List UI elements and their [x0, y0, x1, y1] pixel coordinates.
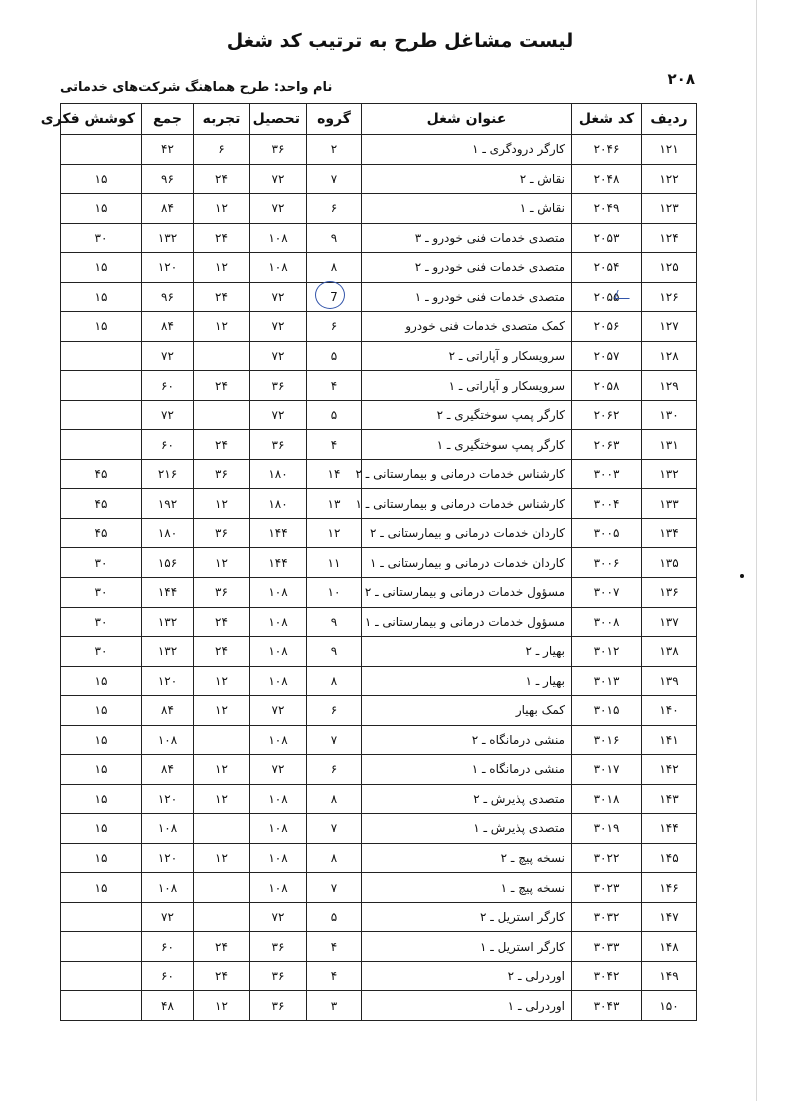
table-row — [61, 666, 697, 696]
experience-cell: ۲۴ — [194, 223, 250, 253]
job-code-cell: ۳۰۰۸ — [572, 607, 642, 637]
col-header-group: گروه — [307, 104, 362, 135]
job-code-cell: ۲۰۶۲ — [572, 400, 642, 430]
total-cell: ۱۵۶ — [142, 548, 194, 578]
group-cell: ۶ — [307, 755, 362, 785]
total-cell: ۴۲ — [142, 135, 194, 165]
table-row — [61, 725, 697, 755]
job-title-cell: مسؤول خدمات درمانی و بیمارستانی ـ ۱ — [362, 607, 572, 637]
mental-effort-cell — [61, 400, 142, 430]
table-row — [61, 459, 697, 489]
col-header-job-code: کد شغل — [572, 104, 642, 135]
group-cell: ۱۲ — [307, 518, 362, 548]
table-row — [61, 341, 697, 371]
group-cell: ۱۱ — [307, 548, 362, 578]
row-number-cell: ۱۳۲ — [642, 459, 697, 489]
education-cell: ۱۰۸ — [250, 666, 307, 696]
mental-effort-cell: ۱۵ — [61, 164, 142, 194]
mental-effort-cell: ۱۵ — [61, 194, 142, 224]
job-code-cell: ۲۰۵۳ — [572, 223, 642, 253]
group-cell: ۵ — [307, 902, 362, 932]
job-title-cell: کارگر پمپ سوختگیری ـ ۲ — [362, 400, 572, 430]
experience-cell: ۲۴ — [194, 282, 250, 312]
job-code-cell: ۲۰۵۷ — [572, 341, 642, 371]
education-cell: ۷۲ — [250, 312, 307, 342]
education-cell: ۷۲ — [250, 755, 307, 785]
job-title-cell: مسؤول خدمات درمانی و بیمارستانی ـ ۲ — [362, 577, 572, 607]
group-cell: ۷ — [307, 725, 362, 755]
mental-effort-cell: ۱۵ — [61, 253, 142, 283]
total-cell: ۱۹۲ — [142, 489, 194, 519]
job-title-cell: منشی درمانگاه ـ ۲ — [362, 725, 572, 755]
mental-effort-cell: ۳۰ — [61, 223, 142, 253]
education-cell: ۱۰۸ — [250, 607, 307, 637]
total-cell: ۱۰۸ — [142, 873, 194, 903]
group-cell: ۶ — [307, 194, 362, 224]
table-row — [61, 932, 697, 962]
table-row — [61, 489, 697, 519]
table-row — [61, 253, 697, 283]
experience-cell: ۱۲ — [194, 843, 250, 873]
experience-cell — [194, 873, 250, 903]
table-row — [61, 223, 697, 253]
table-row — [61, 518, 697, 548]
education-cell: ۳۶ — [250, 371, 307, 401]
total-cell: ۱۳۲ — [142, 223, 194, 253]
col-header-mental-effort: کوشش فکری — [61, 104, 142, 135]
job-code-cell: ۳۰۳۳ — [572, 932, 642, 962]
total-cell: ۱۰۸ — [142, 725, 194, 755]
experience-cell: ۳۶ — [194, 459, 250, 489]
job-title-cell: متصدی پذیرش ـ ۱ — [362, 814, 572, 844]
education-cell: ۱۰۸ — [250, 577, 307, 607]
job-code-cell: ۲۰۶۳ — [572, 430, 642, 460]
row-number-cell: ۱۲۲ — [642, 164, 697, 194]
total-cell: ۱۲۰ — [142, 784, 194, 814]
experience-cell: ۱۲ — [194, 666, 250, 696]
job-code-cell: ۳۰۱۶ — [572, 725, 642, 755]
row-number-cell: ۱۴۴ — [642, 814, 697, 844]
experience-cell — [194, 725, 250, 755]
total-cell: ۹۶ — [142, 282, 194, 312]
group-cell: ۸ — [307, 843, 362, 873]
job-code-cell: ۳۰۴۳ — [572, 991, 642, 1021]
table-row — [61, 430, 697, 460]
table-row — [61, 194, 697, 224]
group-cell: ۱۳ — [307, 489, 362, 519]
table-row — [61, 312, 697, 342]
mental-effort-cell: ۱۵ — [61, 843, 142, 873]
job-title-cell: کارگر پمپ سوختگیری ـ ۱ — [362, 430, 572, 460]
total-cell: ۱۳۲ — [142, 607, 194, 637]
job-title-cell: منشی درمانگاه ـ ۱ — [362, 755, 572, 785]
total-cell: ۶۰ — [142, 371, 194, 401]
job-title-cell: نسخه پیچ ـ ۱ — [362, 873, 572, 903]
table-row — [61, 607, 697, 637]
table-row — [61, 991, 697, 1021]
education-cell: ۷۲ — [250, 341, 307, 371]
total-cell: ۷۲ — [142, 341, 194, 371]
experience-cell — [194, 814, 250, 844]
row-number-cell: ۱۲۶ — [642, 282, 697, 312]
total-cell: ۶۰ — [142, 961, 194, 991]
col-header-total: جمع — [142, 104, 194, 135]
mental-effort-cell: ۱۵ — [61, 725, 142, 755]
job-title-cell: متصدی خدمات فنی خودرو ـ ۱ — [362, 282, 572, 312]
job-code-cell: ۲۰۴۹ — [572, 194, 642, 224]
education-cell: ۳۶ — [250, 961, 307, 991]
total-cell: ۱۴۴ — [142, 577, 194, 607]
education-cell: ۱۸۰ — [250, 489, 307, 519]
education-cell: ۱۴۴ — [250, 518, 307, 548]
row-number-cell: ۱۲۳ — [642, 194, 697, 224]
experience-cell: ۶ — [194, 135, 250, 165]
total-cell: ۸۴ — [142, 312, 194, 342]
group-cell: ۴ — [307, 430, 362, 460]
job-title-cell: کمک متصدی خدمات فنی خودرو — [362, 312, 572, 342]
mental-effort-cell: ۳۰ — [61, 548, 142, 578]
row-number-cell: ۱۴۶ — [642, 873, 697, 903]
mental-effort-cell — [61, 135, 142, 165]
mental-effort-cell: ۱۵ — [61, 755, 142, 785]
experience-cell — [194, 902, 250, 932]
job-title-cell: کارگر استریل ـ ۲ — [362, 902, 572, 932]
experience-cell: ۲۴ — [194, 430, 250, 460]
row-number-cell: ۱۳۹ — [642, 666, 697, 696]
handwritten-circle — [315, 281, 345, 309]
row-number-cell: ۱۴۳ — [642, 784, 697, 814]
table-row — [61, 873, 697, 903]
group-cell: ۷ — [307, 814, 362, 844]
job-code-cell: ۳۰۱۳ — [572, 666, 642, 696]
education-cell: ۱۰۸ — [250, 725, 307, 755]
total-cell: ۷۲ — [142, 400, 194, 430]
experience-cell: ۳۶ — [194, 577, 250, 607]
mental-effort-cell — [61, 430, 142, 460]
job-code-cell: ۳۰۰۶ — [572, 548, 642, 578]
mental-effort-cell: ۱۵ — [61, 873, 142, 903]
row-number-cell: ۱۳۳ — [642, 489, 697, 519]
total-cell: ۴۸ — [142, 991, 194, 1021]
mental-effort-cell: ۳۰ — [61, 577, 142, 607]
job-code-cell: ۳۰۰۵ — [572, 518, 642, 548]
total-cell: ۱۰۸ — [142, 814, 194, 844]
job-code-cell: ۳۰۲۳ — [572, 873, 642, 903]
education-cell: ۷۲ — [250, 194, 307, 224]
mental-effort-cell: ۴۵ — [61, 459, 142, 489]
total-cell: ۸۴ — [142, 755, 194, 785]
table-row — [61, 843, 697, 873]
mental-effort-cell: ۱۵ — [61, 282, 142, 312]
mental-effort-cell: ۱۵ — [61, 312, 142, 342]
experience-cell: ۱۲ — [194, 784, 250, 814]
job-code-cell: ۳۰۱۲ — [572, 637, 642, 667]
experience-cell: ۲۴ — [194, 932, 250, 962]
job-code-cell: ۳۰۲۲ — [572, 843, 642, 873]
experience-cell: ۲۴ — [194, 607, 250, 637]
table-header-row — [61, 104, 697, 135]
table-row — [61, 814, 697, 844]
table-row — [61, 696, 697, 726]
total-cell: ۹۶ — [142, 164, 194, 194]
table-row — [61, 400, 697, 430]
table-row — [61, 164, 697, 194]
experience-cell: ۱۲ — [194, 489, 250, 519]
row-number-cell: ۱۳۵ — [642, 548, 697, 578]
table-row — [61, 135, 697, 165]
unit-label: نام واحد: طرح هماهنگ شرکت‌های خدماتی — [60, 80, 333, 95]
jobs-table — [40, 103, 697, 1021]
row-number-cell: ۱۳۴ — [642, 518, 697, 548]
experience-cell — [194, 400, 250, 430]
total-cell: ۱۲۰ — [142, 843, 194, 873]
mental-effort-cell — [61, 341, 142, 371]
job-code-cell: ۳۰۱۹ — [572, 814, 642, 844]
group-cell: ۶ — [307, 696, 362, 726]
table-body — [61, 135, 697, 1021]
group-cell: ۷ — [307, 873, 362, 903]
experience-cell: ۲۴ — [194, 637, 250, 667]
experience-cell: ۲۴ — [194, 961, 250, 991]
row-number-cell: ۱۲۹ — [642, 371, 697, 401]
col-header-job-title: عنوان شغل — [362, 104, 572, 135]
education-cell: ۳۶ — [250, 430, 307, 460]
experience-cell: ۳۶ — [194, 518, 250, 548]
group-cell: ۲ — [307, 135, 362, 165]
group-cell: ۱۰ — [307, 577, 362, 607]
education-cell: ۳۶ — [250, 991, 307, 1021]
job-title-cell: کمک بهیار — [362, 696, 572, 726]
total-cell: ۸۴ — [142, 194, 194, 224]
education-cell: ۱۰۸ — [250, 637, 307, 667]
job-title-cell: اوردرلی ـ ۱ — [362, 991, 572, 1021]
experience-cell — [194, 341, 250, 371]
group-cell: ۵ — [307, 400, 362, 430]
row-number-cell: ۱۴۹ — [642, 961, 697, 991]
table-row — [61, 637, 697, 667]
job-title-cell: کاردان خدمات درمانی و بیمارستانی ـ ۱ — [362, 548, 572, 578]
job-title-cell: اوردرلی ـ ۲ — [362, 961, 572, 991]
job-code-cell: ۲۰۵۶ — [572, 312, 642, 342]
group-cell: 7 — [307, 282, 362, 312]
job-code-cell: ۲۰۵۸ — [572, 371, 642, 401]
total-cell: ۱۲۰ — [142, 253, 194, 283]
education-cell: ۷۲ — [250, 902, 307, 932]
row-number-cell: ۱۲۱ — [642, 135, 697, 165]
row-number-cell: ۱۴۰ — [642, 696, 697, 726]
group-cell: ۴ — [307, 371, 362, 401]
row-number-cell: ۱۳۱ — [642, 430, 697, 460]
row-number-cell: ۱۴۷ — [642, 902, 697, 932]
mental-effort-cell — [61, 991, 142, 1021]
job-title-cell: نسخه پیچ ـ ۲ — [362, 843, 572, 873]
job-title-cell: نقاش ـ ۱ — [362, 194, 572, 224]
row-number-cell: ۱۲۴ — [642, 223, 697, 253]
page-number: ۲۰۸ — [667, 70, 695, 88]
col-header-row-number: ردیف — [642, 104, 697, 135]
table-row — [61, 784, 697, 814]
row-number-cell: ۱۲۵ — [642, 253, 697, 283]
group-cell: ۹ — [307, 637, 362, 667]
group-cell: ۵ — [307, 341, 362, 371]
education-cell: ۱۰۸ — [250, 784, 307, 814]
mental-effort-cell: ۴۵ — [61, 518, 142, 548]
group-cell: ۴ — [307, 932, 362, 962]
experience-cell: ۱۲ — [194, 194, 250, 224]
table-row — [61, 371, 697, 401]
group-cell: ۶ — [307, 312, 362, 342]
row-number-cell: ۱۴۱ — [642, 725, 697, 755]
margin-dot — [740, 574, 744, 578]
education-cell: ۱۰۸ — [250, 223, 307, 253]
experience-cell: ۲۴ — [194, 164, 250, 194]
education-cell: ۱۴۴ — [250, 548, 307, 578]
education-cell: ۳۶ — [250, 135, 307, 165]
experience-cell: ۱۲ — [194, 548, 250, 578]
mental-effort-cell: ۱۵ — [61, 814, 142, 844]
group-cell: ۴ — [307, 961, 362, 991]
education-cell: ۱۰۸ — [250, 814, 307, 844]
total-cell: ۷۲ — [142, 902, 194, 932]
job-title-cell: بهیار ـ ۲ — [362, 637, 572, 667]
experience-cell: ۱۲ — [194, 312, 250, 342]
total-cell: ۸۴ — [142, 696, 194, 726]
experience-cell: ۱۲ — [194, 991, 250, 1021]
row-number-cell: ۱۲۸ — [642, 341, 697, 371]
job-code-cell: ۲۰۵۴ — [572, 253, 642, 283]
total-cell: ۱۸۰ — [142, 518, 194, 548]
total-cell: ۱۳۲ — [142, 637, 194, 667]
total-cell: ۲۱۶ — [142, 459, 194, 489]
experience-cell: ۱۲ — [194, 755, 250, 785]
mental-effort-cell: ۱۵ — [61, 784, 142, 814]
total-cell: ۶۰ — [142, 932, 194, 962]
experience-cell: ۲۴ — [194, 371, 250, 401]
row-number-cell: ۱۳۶ — [642, 577, 697, 607]
table-row — [61, 755, 697, 785]
row-number-cell: ۱۵۰ — [642, 991, 697, 1021]
education-cell: ۱۸۰ — [250, 459, 307, 489]
job-title-cell: بهیار ـ ۱ — [362, 666, 572, 696]
row-number-cell: ۱۴۵ — [642, 843, 697, 873]
education-cell: ۱۰۸ — [250, 873, 307, 903]
total-cell: ۶۰ — [142, 430, 194, 460]
education-cell: ۳۶ — [250, 932, 307, 962]
group-cell: ۷ — [307, 164, 362, 194]
table-row — [61, 577, 697, 607]
page-title: لیست مشاغل طرح به ترتیب کد شغل — [226, 30, 574, 52]
education-cell: ۷۲ — [250, 400, 307, 430]
mental-effort-cell — [61, 902, 142, 932]
group-cell: ۹ — [307, 223, 362, 253]
job-title-cell: کارگر درودگری ـ ۱ — [362, 135, 572, 165]
group-cell: ۸ — [307, 784, 362, 814]
job-code-cell: ۳۰۰۳ — [572, 459, 642, 489]
row-number-cell: ۱۳۷ — [642, 607, 697, 637]
row-number-cell: ۱۴۸ — [642, 932, 697, 962]
job-title-cell: متصدی پذیرش ـ ۲ — [362, 784, 572, 814]
job-code-cell: ۲۰۴۶ — [572, 135, 642, 165]
job-title-cell: کاردان خدمات درمانی و بیمارستانی ـ ۲ — [362, 518, 572, 548]
education-cell: ۷۲ — [250, 696, 307, 726]
job-code-cell: ۲۰۵۵ — [572, 282, 642, 312]
job-code-cell: ۳۰۴۲ — [572, 961, 642, 991]
job-title-cell: متصدی خدمات فنی خودرو ـ ۳ — [362, 223, 572, 253]
table-row — [61, 548, 697, 578]
job-title-cell: کارشناس خدمات درمانی و بیمارستانی ـ ۱ — [362, 489, 572, 519]
mental-effort-cell: ۴۵ — [61, 489, 142, 519]
group-cell: ۱۴ — [307, 459, 362, 489]
group-cell: ۳ — [307, 991, 362, 1021]
job-title-cell: متصدی خدمات فنی خودرو ـ ۲ — [362, 253, 572, 283]
page-edge-line — [756, 0, 757, 1101]
job-code-cell: ۳۰۱۷ — [572, 755, 642, 785]
row-number-cell: ۱۴۲ — [642, 755, 697, 785]
group-cell: ۸ — [307, 666, 362, 696]
job-title-cell: کارشناس خدمات درمانی و بیمارستانی ـ ۲ — [362, 459, 572, 489]
group-cell: ۹ — [307, 607, 362, 637]
col-header-education: تحصیل — [250, 104, 307, 135]
mental-effort-cell: ۱۵ — [61, 696, 142, 726]
education-cell: ۷۲ — [250, 164, 307, 194]
table-row — [61, 282, 697, 312]
row-number-cell: ۱۳۰ — [642, 400, 697, 430]
job-code-cell: ۳۰۰۷ — [572, 577, 642, 607]
mental-effort-cell — [61, 961, 142, 991]
mental-effort-cell: ۳۰ — [61, 637, 142, 667]
row-number-cell: ۱۲۷ — [642, 312, 697, 342]
mental-effort-cell: ۱۵ — [61, 666, 142, 696]
table-row — [61, 902, 697, 932]
job-code-cell: ۳۰۱۸ — [572, 784, 642, 814]
table-row — [61, 961, 697, 991]
group-cell: ۸ — [307, 253, 362, 283]
job-title-cell: نقاش ـ ۲ — [362, 164, 572, 194]
col-header-experience: تجربه — [194, 104, 250, 135]
job-title-cell: سرویسکار و آپاراتی ـ ۲ — [362, 341, 572, 371]
mental-effort-cell — [61, 932, 142, 962]
experience-cell: ۱۲ — [194, 696, 250, 726]
job-code-cell: ۲۰۴۸ — [572, 164, 642, 194]
row-number-cell: ۱۳۸ — [642, 637, 697, 667]
education-cell: ۱۰۸ — [250, 253, 307, 283]
mental-effort-cell — [61, 371, 142, 401]
mental-effort-cell: ۳۰ — [61, 607, 142, 637]
experience-cell: ۱۲ — [194, 253, 250, 283]
job-code-cell: ۳۰۰۴ — [572, 489, 642, 519]
job-code-cell: ۳۰۳۲ — [572, 902, 642, 932]
education-cell: ۷۲ — [250, 282, 307, 312]
job-code-cell: ۳۰۱۵ — [572, 696, 642, 726]
job-title-cell: سرویسکار و آپاراتی ـ ۱ — [362, 371, 572, 401]
job-title-cell: کارگر استریل ـ ۱ — [362, 932, 572, 962]
total-cell: ۱۲۰ — [142, 666, 194, 696]
education-cell: ۱۰۸ — [250, 843, 307, 873]
